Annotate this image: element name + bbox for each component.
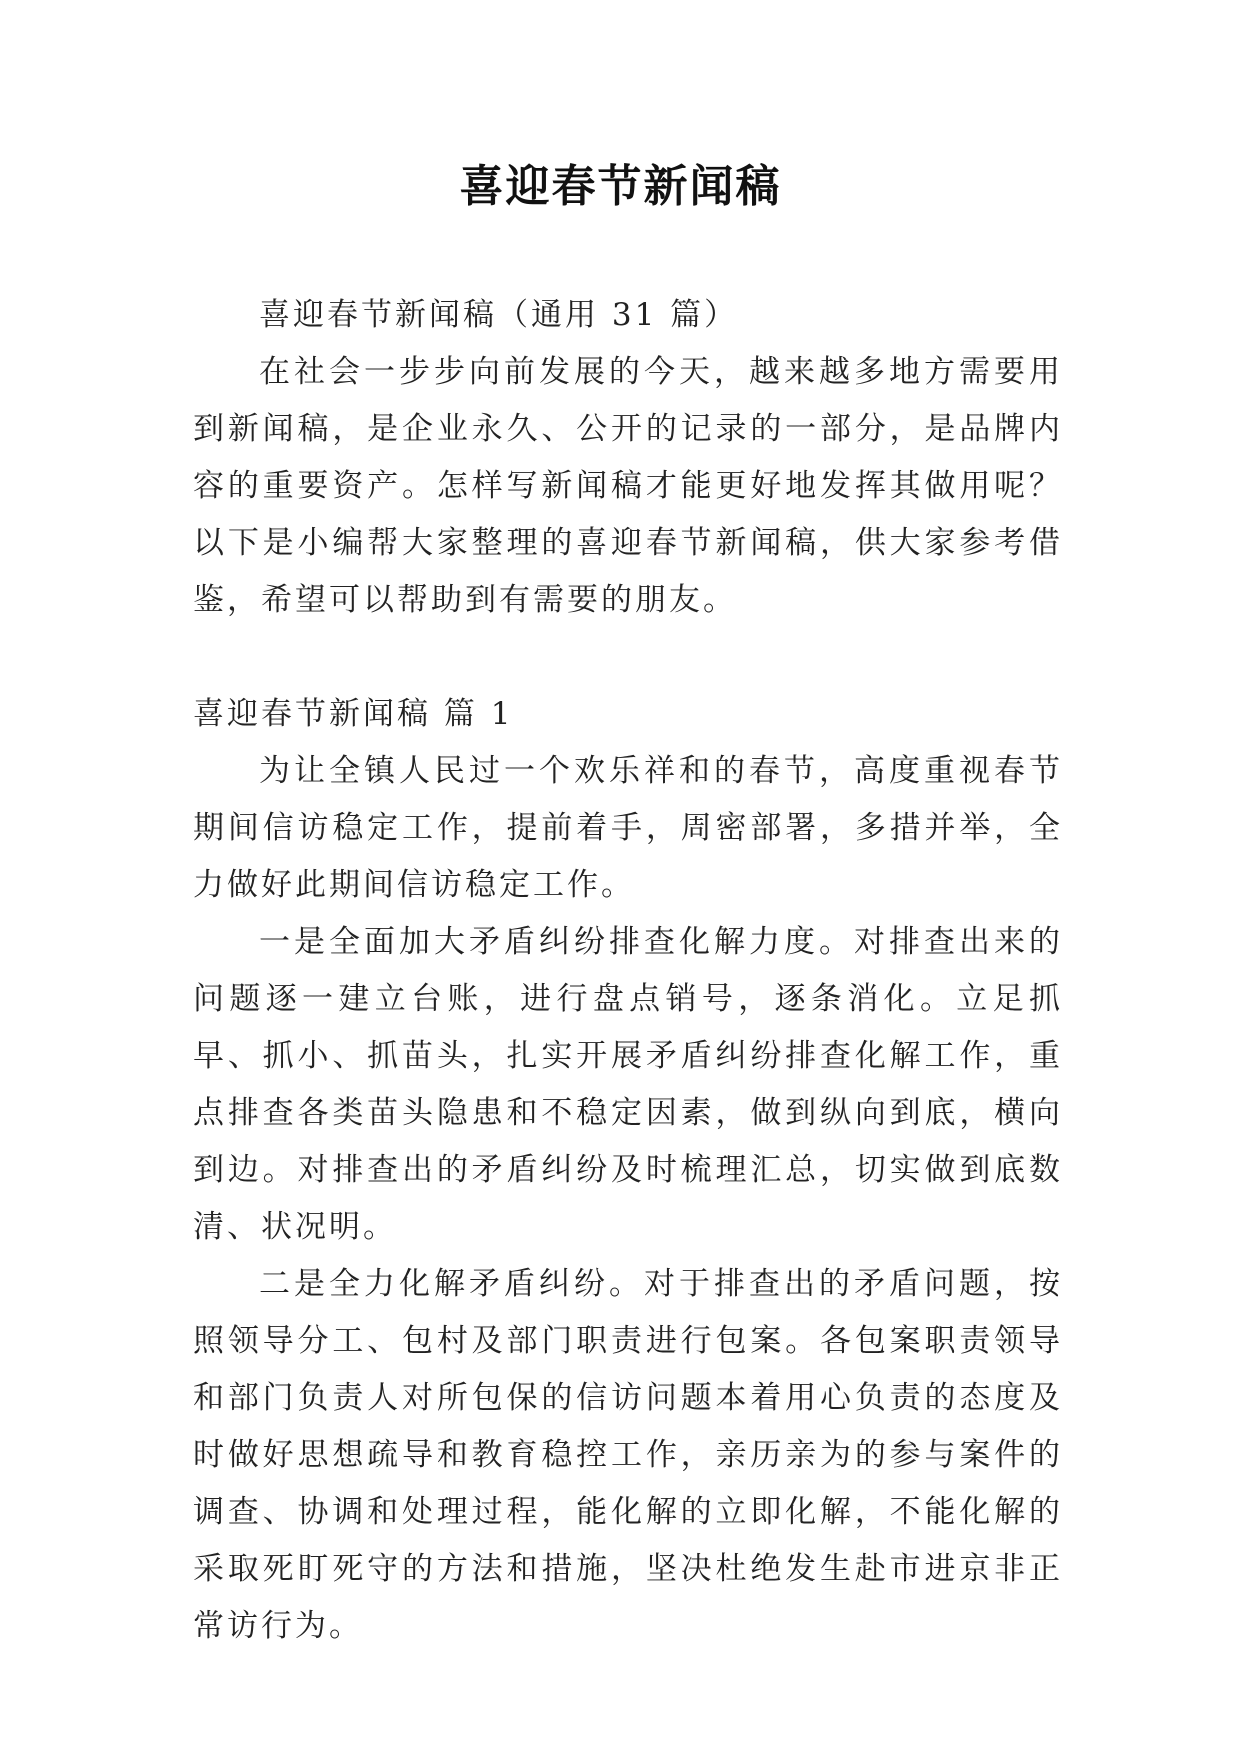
body-paragraph: 为让全镇人民过一个欢乐祥和的春节，高度重视春节期间信访稳定工作，提前着手，周密部署，多措并举，全力做好此期间信访稳定工作。 xyxy=(193,753,1063,903)
body-paragraph: 二是全力化解矛盾纠纷。对于排查出的矛盾问题，按照领导分工、包村及部门职责进行包案。各包案职责领导和部门负责人对所包保的信访问题本着用心负责的态度及时做好思想疏导和教育稳控工作，亲历亲为的参与案件的调查、协调和处理过程，能化解的立即化解，不能化解的采取死盯死守的方法和措施，坚决杜绝发生赴市进京非正常访行为。 xyxy=(193,1266,1063,1644)
document-subtitle: 喜迎春节新闻稿（通用 31 篇） xyxy=(259,297,739,333)
body-paragraph: 一是全面加大矛盾纠纷排查化解力度。对排查出来的问题逐一建立台账，进行盘点销号，逐条消化。立足抓早、抓小、抓苗头，扎实开展矛盾纠纷排查化解工作，重点排查各类苗头隐患和不稳定因素，做到纵向到底，横向到边。对排查出的矛盾纠纷及时梳理汇总，切实做到底数清、状况明。 xyxy=(193,924,1063,1245)
section-heading: 喜迎春节新闻稿 篇 1 xyxy=(193,696,514,732)
document-title: 喜迎春节新闻稿 xyxy=(459,161,782,212)
intro-paragraph: 在社会一步步向前发展的今天，越来越多地方需要用到新闻稿，是企业永久、公开的记录的一部分，是品牌内容的重要资产。怎样写新闻稿才能更好地发挥其做用呢？以下是小编帮大家整理的喜迎春节新闻稿，供大家参考借鉴，希望可以帮助到有需要的朋友。 xyxy=(193,354,1063,618)
document-body xyxy=(193,287,1063,1655)
